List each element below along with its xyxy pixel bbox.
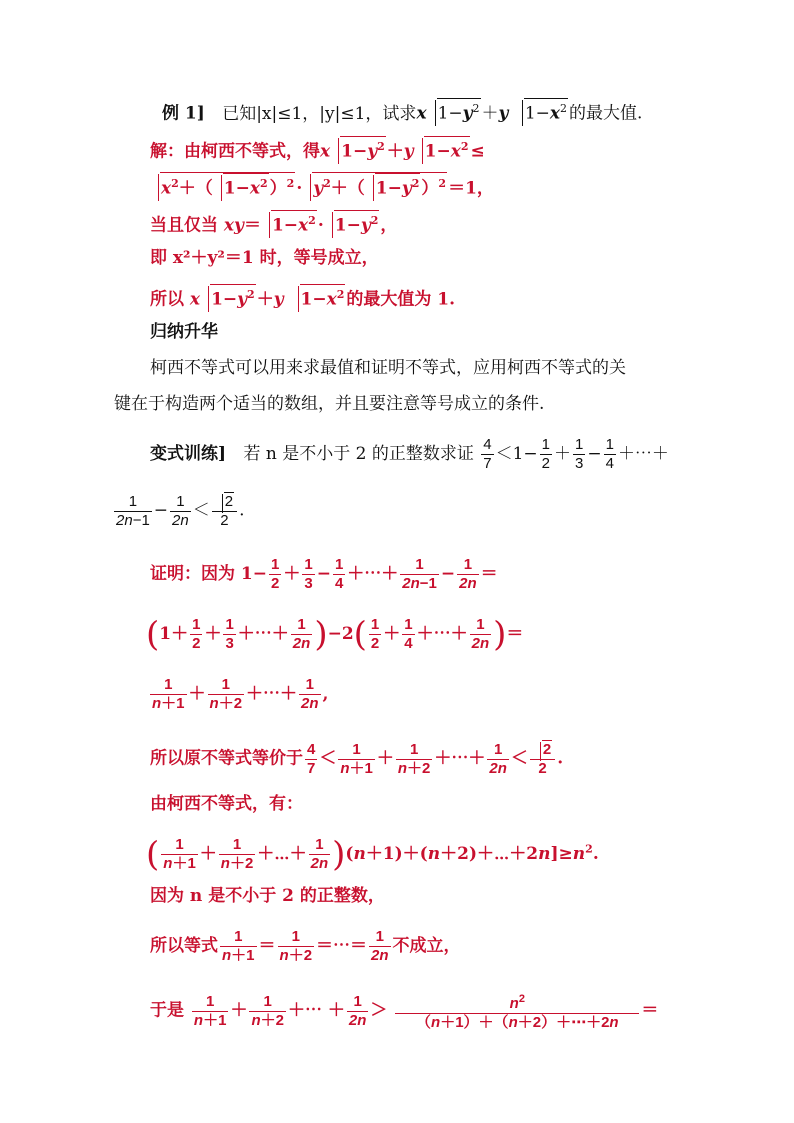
exercise: 变式训练] 若 n 是不小于 2 的正整数求证 $\frac{4}{7}$ ＜1− $\frac{1}{2}$ ＋ $\frac{1}{3}$ − $\frac{1}{4}$ ＋⋯＋ <box>150 436 669 472</box>
proof-line-6: ( $\frac{1}{n+1}$ ＋ $\frac{1}{n+2}$ ＋⋯＋ $\frac{1}{2n}$ )$(n+1)+(n+2)+\cdots+2n]\ge n^2$. <box>146 834 599 875</box>
solution-text-1: 由柯西不等式，得 <box>184 141 320 162</box>
solution-label: 解： <box>150 141 184 162</box>
solution-text-3: 当且仅当 <box>150 215 218 236</box>
proof-text-1: 因为 <box>201 564 235 584</box>
solution-text-5b: 的最大值为 1. <box>346 289 456 310</box>
solution-line-5: 所以 x $1-y^2 +y$ $1-x^2$ 的最大值为 1. <box>150 284 455 310</box>
proof-line-5: 由柯西不等式，有： <box>150 794 303 814</box>
proof-text-4: 所以原不等式等价于 <box>150 748 303 769</box>
proof-line-4: 所以原不等式等价于 $\frac{4}{7}$ ＜ $\frac{1}{n+1}$ ＋ $\frac{1}{n+2}$ ＋⋯＋ $\frac{1}{2n}$ ＜ $\frac{2}{2}$ . <box>150 740 564 777</box>
solution-line-4: 即 x²＋y²＝1 时，等号成立， <box>150 248 379 268</box>
solution-line-1: 解：由柯西不等式，得x $1-y^2 +y$ $1-x^2$ ≤ <box>150 136 485 162</box>
proof-text-8a: 所以等式 <box>150 936 218 956</box>
solution-text-5a: 所以 <box>150 289 184 310</box>
summary-paragraph-2: 键在于构造两个适当的数组，并且要注意等号成立的条件. <box>114 394 545 414</box>
solution-line-3: 当且仅当 $xy= 1-x^2 \cdot 1-y^2$ ， <box>150 210 397 236</box>
proof-text-8b: 不成立， <box>392 936 461 956</box>
proof-line-7: 因为 n 是不小于 2 的正整数， <box>150 886 385 906</box>
example-label: 例 1] <box>162 103 205 124</box>
proof-line-8: 所以等式 $\frac{1}{n+1}$ ＝ $\frac{1}{n+2}$ ＝⋯＝ $\frac{1}{2n}$ 不成立， <box>150 928 461 964</box>
example-text-end: 的最大值. <box>569 103 643 124</box>
proof-line-1: 证明：因为 1− $\frac{1}{2}$ ＋ $\frac{1}{3}$ − $\frac{1}{4}$ ＋⋯＋ $\frac{1}{2n-1}$ − $\frac{1}{2n}$ ＝ <box>150 556 498 592</box>
exercise-text: 若 n 是不小于 2 的正整数求证 <box>243 444 474 464</box>
proof-line-3: $\frac{1}{n+1}$ ＋ $\frac{1}{n+2}$ ＋⋯＋ $\frac{1}{2n}$ , <box>152 676 329 712</box>
proof-text-9a: 于是 <box>150 1000 184 1021</box>
summary-heading: 归纳升华 <box>150 322 218 342</box>
proof-line-9: 于是 $\frac{1}{n+1}$ ＋ $\frac{1}{n+2}$ ＋⋯ ＋ $\frac{1}{2n}$ ＞ $\frac{n^2}{(n+1)+(n+2)+\cdots+2n}$ ＝ <box>150 992 659 1031</box>
example-1: 例 1] 已知|x|≤1，|y|≤1，试求x $1-y^2 +y$ $1-x^2$ 的最大值. <box>162 98 642 124</box>
exercise-continued: $\frac{1}{2n-1}$ − $\frac{1}{2n}$ ＜ $\frac{2}{2}$ . <box>116 492 245 529</box>
summary-paragraph-1: 柯西不等式可以用来求最值和证明不等式，应用柯西不等式的关 <box>150 358 626 378</box>
proof-line-2: (1＋ $\frac{1}{2}$ ＋ $\frac{1}{3}$ ＋⋯＋ $\frac{1}{2n}$ )−2( $\frac{1}{2}$ ＋ $\frac{1}{4}$ ＋⋯＋ $\frac{1}{2n}$ )＝ <box>146 614 524 655</box>
example-text: 已知|x|≤1，|y|≤1，试求 <box>222 103 417 124</box>
solution-eq-1: ＝1， <box>448 178 494 199</box>
exercise-label: 变式训练] <box>150 444 227 464</box>
solution-line-2: $x^2+$（ $1-x^2$ ）$^2 \cdot y^2+$（ $1-y^2$ ）$^2$ ＝1， <box>150 172 494 199</box>
proof-label: 证明： <box>150 564 201 584</box>
